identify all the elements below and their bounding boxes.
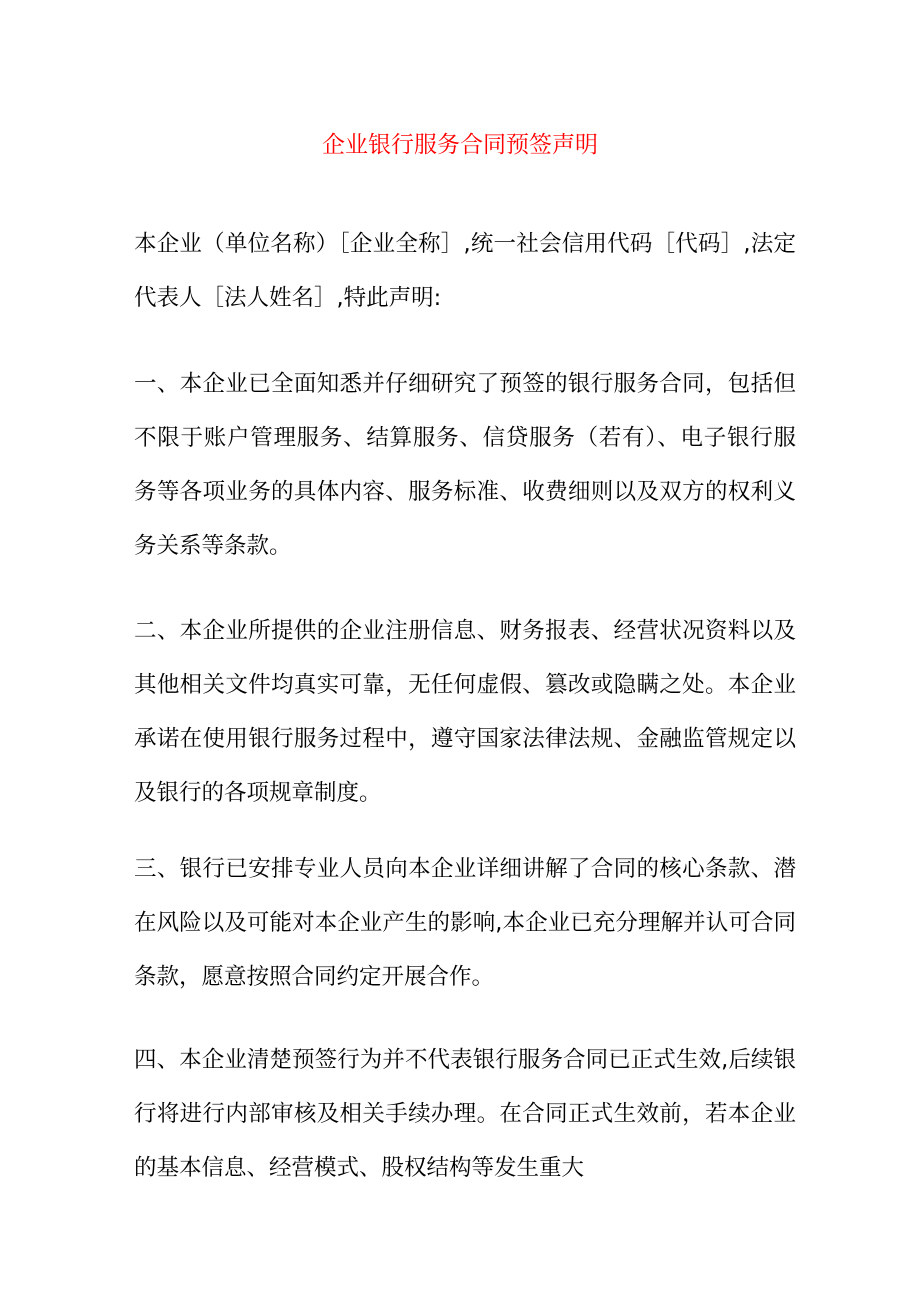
paragraph-1: 一、本企业已全面知悉并仔细研究了预签的银行服务合同，包括但不限于账户管理服务、结算服务、信贷服务（若有）、电子银行服务等各项业务的具体内容、服务标准、收费细则以及双方的权利义务关系等条款。	[134, 371, 796, 559]
intro-paragraph: 本企业（单位名称）［企业全称］,统一社会信用代码［代码］,法定代表人［法人姓名］,特此声明:	[134, 231, 796, 311]
paragraph-4: 四、本企业清楚预签行为并不代表银行服务合同已正式生效,后续银行将进行内部审核及相关手续办理。在合同正式生效前，若本企业的基本信息、经营模式、股权结构等发生重大	[134, 1047, 796, 1181]
paragraph-2: 二、本企业所提供的企业注册信息、财务报表、经营状况资料以及其他相关文件均真实可靠，无任何虚假、篡改或隐瞒之处。本企业承诺在使用银行服务过程中，遵守国家法律法规、金融监管规定以及银行的各项规章制度。	[134, 618, 796, 806]
paragraph-3: 三、银行已安排专业人员向本企业详细讲解了合同的核心条款、潜在风险以及可能对本企业产生的影响,本企业已充分理解并认可合同条款，愿意按照合同约定开展合作。	[134, 856, 796, 990]
document-title: 企业银行服务合同预签声明	[322, 132, 598, 158]
